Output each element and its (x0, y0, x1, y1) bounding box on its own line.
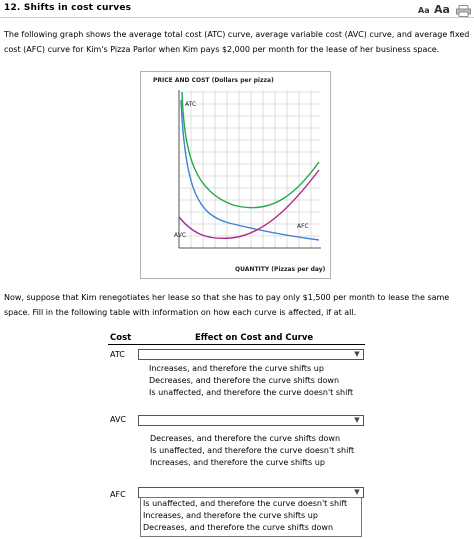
afc-option-increases[interactable]: Increases, and therefore the curve shifts up (143, 511, 318, 520)
atc-label: ATC (185, 101, 197, 108)
atc-option-unaffected[interactable]: Is unaffected, and therefore the curve doesn't shift (149, 388, 354, 397)
row-label-avc: AVC (110, 415, 127, 424)
avc-options-list (150, 433, 354, 469)
avc-effect-dropdown[interactable] (138, 415, 364, 426)
row-label-afc: AFC (110, 490, 126, 499)
table-header-rule (108, 344, 365, 345)
question-line-1: Now, suppose that Kim renegotiates her lease so that she has to pay only $1,500 per month to lease the same (4, 293, 450, 302)
font-size-small-button[interactable]: Aa (418, 6, 430, 15)
atc-effect-dropdown[interactable] (138, 349, 364, 360)
afc-label: AFC (297, 223, 309, 230)
afc-options-list (140, 497, 362, 537)
intro-line-2: cost (AFC) curve for Kim's Pizza Parlor when Kim pays $2,000 per month for the lease of her business space. (4, 45, 440, 54)
y-axis-title: PRICE AND COST (Dollars per pizza) (153, 77, 274, 84)
atc-options-list (149, 363, 353, 399)
atc-option-decreases[interactable]: Decreases, and therefore the curve shifts down (149, 376, 340, 385)
column-header-cost: Cost (110, 333, 132, 343)
chevron-down-icon[interactable]: ▼ (354, 350, 360, 358)
chevron-down-icon[interactable]: ▼ (354, 416, 360, 424)
afc-option-unaffected[interactable]: Is unaffected, and therefore the curve doesn't shift (143, 499, 348, 508)
atc-curve (182, 92, 319, 208)
header-divider (0, 17, 474, 18)
avc-option-decreases[interactable]: Decreases, and therefore the curve shifts down (150, 434, 341, 443)
cost-curves-svg (141, 72, 330, 278)
avc-option-increases[interactable]: Increases, and therefore the curve shifts up (150, 458, 325, 467)
x-axis-title: QUANTITY (Pizzas per day) (235, 266, 326, 273)
column-header-effect: Effect on Cost and Curve (195, 333, 314, 343)
avc-label: AVC (174, 232, 187, 239)
atc-option-increases[interactable]: Increases, and therefore the curve shifts up (149, 364, 324, 373)
chevron-down-icon[interactable]: ▼ (354, 488, 360, 496)
cost-curves-graph (140, 71, 331, 279)
row-label-atc: ATC (110, 350, 125, 359)
question-title: 12. Shifts in cost curves (4, 3, 132, 13)
afc-curve (181, 100, 319, 240)
printer-icon[interactable] (456, 2, 471, 14)
font-size-large-button[interactable]: Aa (434, 3, 450, 16)
afc-option-decreases[interactable]: Decreases, and therefore the curve shifts down (143, 523, 334, 532)
avc-option-unaffected[interactable]: Is unaffected, and therefore the curve doesn't shift (150, 446, 355, 455)
question-line-2: space. Fill in the following table with information on how each curve is affected, if at all. (4, 308, 357, 317)
intro-line-1: The following graph shows the average total cost (ATC) curve, average variable cost (AVC) curve, and average fixed (4, 30, 470, 39)
